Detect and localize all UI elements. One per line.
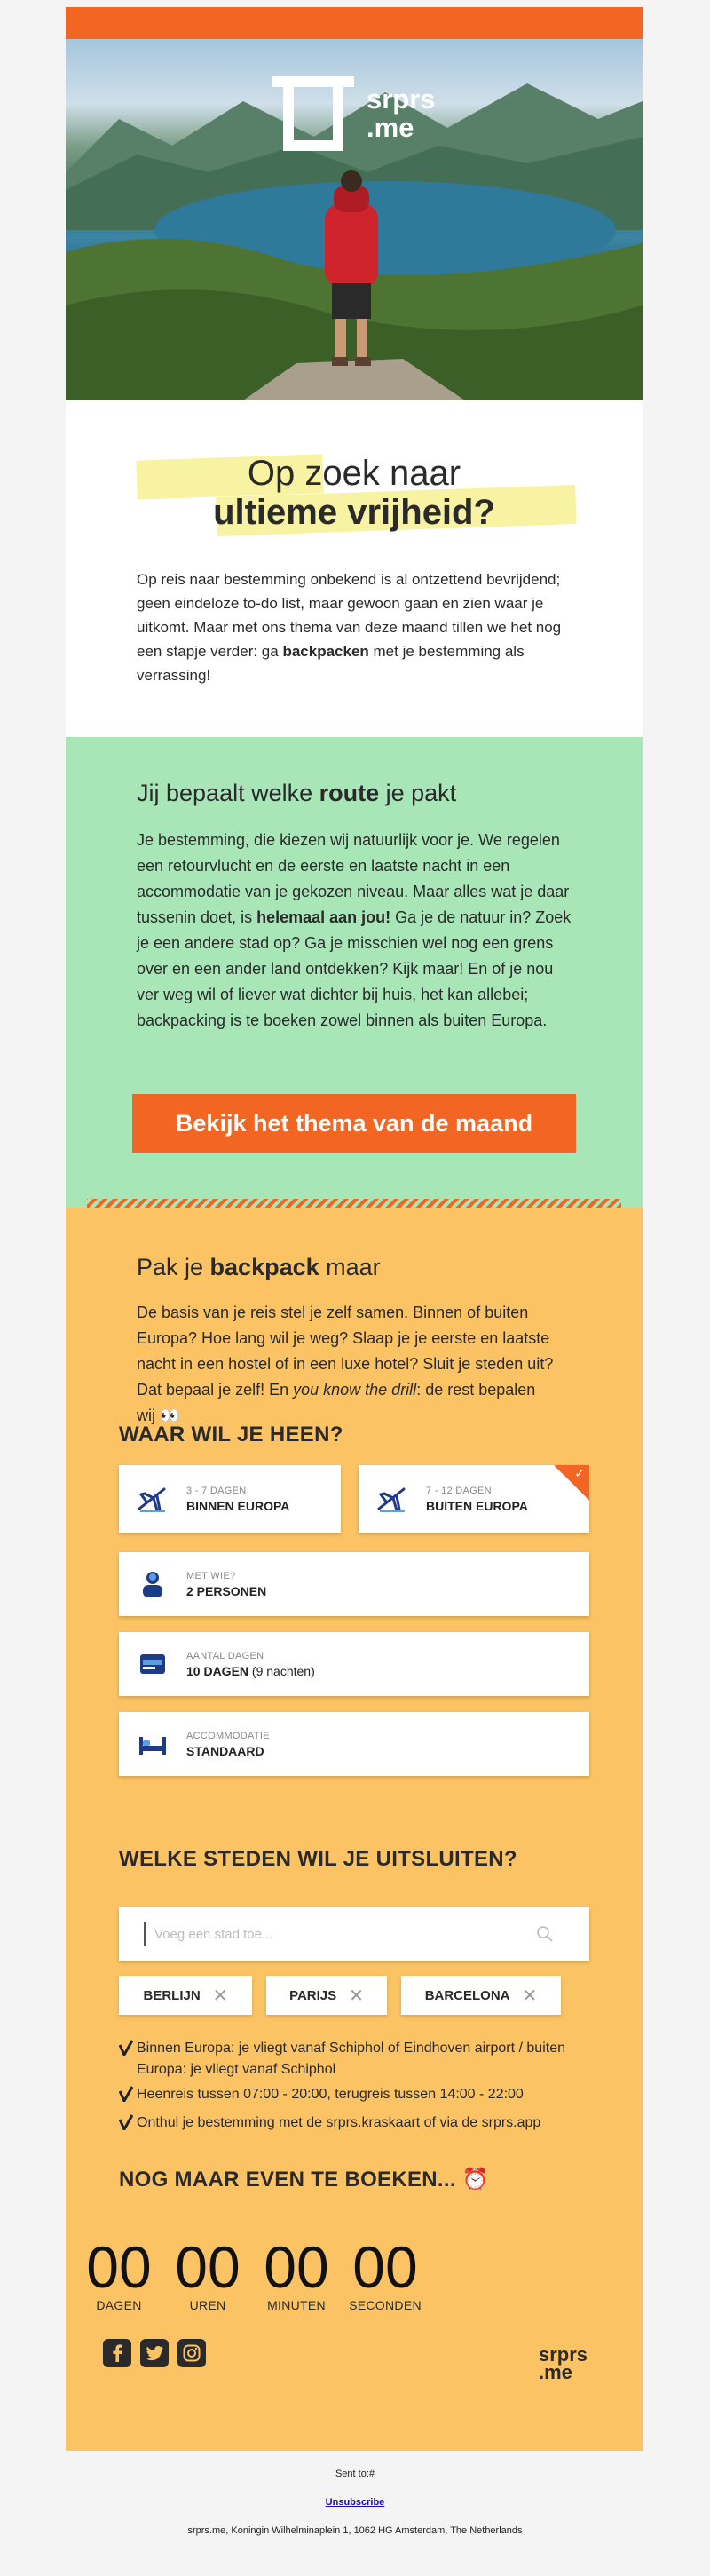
booking-section	[66, 1208, 643, 2451]
option-label: BUITEN EUROPA	[426, 1498, 528, 1513]
exclude-heading: WELKE STEDEN WIL JE UITSLUITEN?	[119, 1847, 517, 1871]
checkmark-icon	[119, 2086, 137, 2109]
option-duration: 3 - 7 DAGEN	[186, 1485, 247, 1496]
intro-body-text: Op reis naar bestemming onbekend is al ontzettend bevrijdend; geen eindeloze to-do list, maar gewoon gaan en zien waar je uitkomt. Maar met ons thema van deze maand tillen we het nog een stapje verder: ga	[137, 571, 562, 660]
checkmark-icon	[119, 2040, 137, 2063]
chip-barcelona	[401, 1976, 561, 2015]
backpack-body-text: De basis van je reis stel je zelf samen. Binnen of buiten Europa? Hoe lang wil je weg? Slaap je je eerste en laatste nacht in een hostel of in een luxe hotel? Sluit je steden uit? Dat bepaal je zelf! En	[137, 1304, 554, 1399]
countdown-label: DAGEN	[96, 2298, 142, 2312]
close-icon[interactable]: ✕	[349, 1986, 364, 2006]
chip-parijs	[266, 1976, 387, 2015]
where-heading: WAAR WIL JE HEEN?	[119, 1423, 343, 1447]
backpack-body-text-end: : de rest bepalen wij 👀	[137, 1381, 536, 1424]
route-title-post: je pakt	[379, 780, 457, 806]
twitter-icon[interactable]	[140, 2339, 169, 2367]
route-body	[137, 828, 576, 1034]
backpack-title-pre: Pak je	[137, 1254, 210, 1280]
bed-icon	[133, 1733, 172, 1755]
field-value: 2 PERSONEN	[186, 1583, 267, 1598]
travel-companions-select[interactable]	[119, 1552, 589, 1616]
option-binnen-europa[interactable]	[119, 1465, 341, 1533]
text-caret	[144, 1922, 146, 1946]
sent-to-text: Sent to:#	[335, 2469, 375, 2479]
backpack-title	[137, 1254, 381, 1281]
route-body-bold: helemaal aan jou!	[256, 908, 391, 926]
logo-tld: .me	[367, 112, 414, 143]
route-title-bold: route	[319, 780, 380, 806]
route-title-pre: Jij bepaalt welke	[137, 780, 320, 806]
countdown-value: 00	[175, 2234, 241, 2300]
calendar-icon	[133, 1653, 172, 1676]
field-label: MET WIE?	[186, 1570, 236, 1581]
intro-body-bold: backpacken	[282, 643, 369, 660]
intro-section	[66, 400, 643, 737]
city-search-input[interactable]	[154, 1927, 536, 1942]
route-body-text-end: Ga je de natuur in? Zoek je een andere stad op? Ga je misschien wel nog een grens over en een ander land ontdekken? Kijk maar! En of je nou ver weg wil of liever wat dichter bij huis, het kan allebei; backpacking is te boeken zowel binnen als buiten Europa.	[137, 908, 572, 1029]
condition-text: Heenreis tussen 07:00 - 20:00, terugreis tussen 14:00 - 22:00	[137, 2087, 524, 2102]
company-address: srprs.me, Koningin Wilhelminaplein 1, 1062 HG Amsterdam, The Netherlands	[187, 2525, 523, 2536]
search-icon[interactable]	[536, 1925, 554, 1943]
intro-body	[137, 567, 576, 687]
option-duration: 7 - 12 DAGEN	[426, 1485, 492, 1496]
city-search[interactable]	[119, 1907, 589, 1961]
backpack-body	[137, 1300, 554, 1429]
check-icon: ✓	[574, 1467, 585, 1481]
backpack-body-italic: you know the drill	[293, 1381, 417, 1399]
countdown-value: 00	[264, 2234, 329, 2300]
backpack-title-bold: backpack	[209, 1254, 320, 1280]
person-icon	[133, 1571, 172, 1597]
countdown-minutes	[259, 2234, 334, 2312]
footer-logo[interactable]	[539, 2343, 588, 2383]
logo-name: srprs	[367, 83, 436, 115]
list-item	[119, 2112, 616, 2137]
email-card	[66, 7, 643, 2451]
field-value: 10 DAGEN	[186, 1663, 249, 1678]
plane-icon	[373, 1486, 412, 1512]
field-label: AANTAL DAGEN	[186, 1650, 264, 1661]
hero-image	[66, 39, 643, 400]
field-value-extra: (9 nachten)	[251, 1663, 315, 1678]
condition-text: Onthul je bestemming met de srprs.kraskaart of via de srprs.app	[137, 2115, 541, 2130]
list-item	[119, 2038, 616, 2081]
facebook-icon[interactable]	[103, 2339, 131, 2367]
option-label: BINNEN EUROPA	[186, 1498, 290, 1513]
countdown-heading: NOG MAAR EVEN TE BOEKEN... ⏰	[119, 2168, 489, 2192]
countdown-label: SECONDEN	[349, 2298, 422, 2312]
theme-cta-button[interactable]: Bekijk het thema van de maand	[132, 1094, 576, 1153]
countdown-value: 00	[352, 2234, 418, 2300]
close-icon[interactable]: ✕	[522, 1986, 538, 2006]
close-icon[interactable]: ✕	[212, 1986, 228, 2006]
option-buiten-europa[interactable]	[359, 1465, 589, 1533]
instagram-icon[interactable]	[178, 2339, 206, 2367]
chip-label: BERLIJN	[143, 1987, 201, 2003]
conditions-list	[119, 2038, 616, 2141]
logo-tld: .me	[539, 2361, 572, 2383]
route-body-text: Je bestemming, die kiezen wij natuurlijk voor je. We regelen een retourvlucht en de eerste en laatste nacht in een accommodatie van je gekozen niveau. Maar alles wat je daar tussenin doet, is	[137, 831, 570, 926]
countdown-seconds	[348, 2234, 422, 2312]
selected-check-badge	[554, 1465, 589, 1501]
plane-icon	[133, 1486, 172, 1512]
backpack-title-post: maar	[319, 1254, 381, 1280]
route-title	[137, 780, 456, 807]
chip-label: PARIJS	[289, 1987, 337, 2003]
condition-text: Binnen Europa: je vliegt vanaf Schiphol of Eindhoven airport / buiten Europa: je vliegt vanaf Schiphol	[137, 2041, 565, 2077]
intro-title-line2: ultieme vrijheid?	[213, 493, 495, 532]
logo-name: srprs	[539, 2343, 588, 2366]
chip-label: BARCELONA	[424, 1987, 510, 2003]
checkmark-icon	[119, 2114, 137, 2137]
countdown-hours	[170, 2234, 245, 2312]
intro-body-text-end: met je bestemming als verrassing!	[137, 643, 525, 684]
accommodation-select[interactable]	[119, 1712, 589, 1776]
brand-logo[interactable]	[272, 76, 436, 151]
logo-text	[367, 85, 436, 142]
striped-divider	[87, 1199, 621, 1208]
countdown-label: MINUTEN	[267, 2298, 326, 2312]
top-accent-bar	[66, 7, 643, 39]
route-section	[66, 737, 643, 1208]
countdown-label: UREN	[189, 2298, 226, 2312]
list-item	[119, 2084, 616, 2109]
countdown-days	[82, 2234, 156, 2312]
field-label: ACCOMMODATIE	[186, 1730, 270, 1741]
intro-title-line1: Op zoek naar	[247, 454, 462, 493]
srprs-logo-icon	[272, 76, 354, 151]
countdown-value: 00	[86, 2234, 152, 2300]
days-select[interactable]	[119, 1632, 589, 1696]
chip-berlijn	[119, 1976, 252, 2015]
field-value: STANDAARD	[186, 1743, 264, 1758]
unsubscribe-link[interactable]: Unsubscribe	[325, 2497, 385, 2508]
